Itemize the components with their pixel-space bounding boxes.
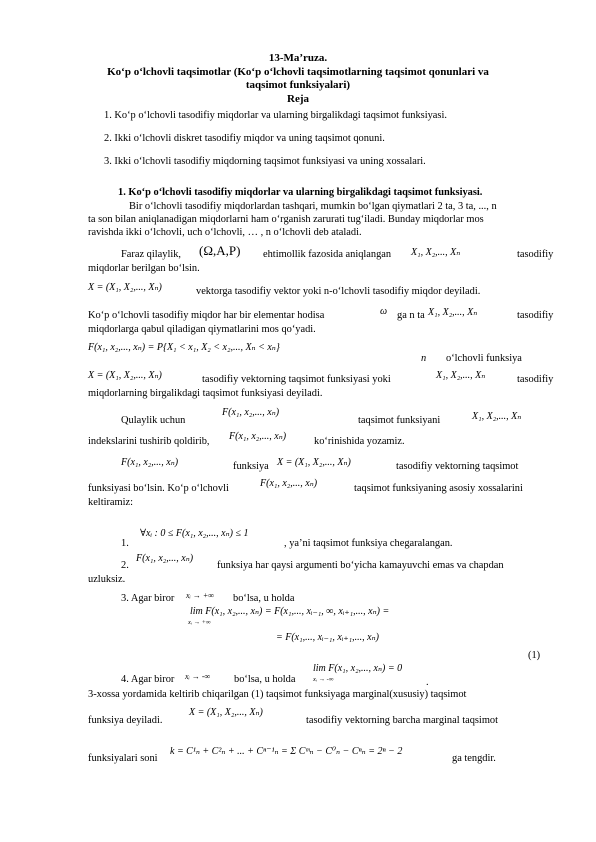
paragraph-text: Ko‘p o‘lchovli tasodifiy miqdor har bir elementar hodisa (88, 310, 325, 321)
random-vector: X = (X₁, X₂,..., Xₙ) (88, 370, 162, 381)
paragraph-text: funksiyasi bo‘lsin. Ko‘p o‘lchovli (88, 483, 229, 494)
property-number: 2. (121, 560, 129, 571)
paragraph-line: miqdorlarga qabul qiladigan qiymatlarini mos qo‘yadi. (88, 324, 316, 335)
paragraph-text: funksiya (233, 461, 269, 472)
equation-number: (1) (528, 650, 541, 661)
paragraph-text: 4. Agar biror (121, 674, 175, 685)
paragraph-text: ehtimollik fazosida aniqlangan (263, 249, 392, 260)
paragraph-text: bo‘lsa, u holda (234, 674, 296, 685)
limit-subscript: xᵢ → -∞ (313, 676, 334, 683)
elementary-event: ω (380, 306, 388, 317)
random-variables: X₁, X₂,..., Xₙ (472, 411, 522, 422)
marginal-count-formula: k = C¹ₙ + C²ₙ + ... + Cⁿ⁻¹ₙ = Σ Cᵐₙ − C⁰ₙ − Cⁿₙ = 2ⁿ − 2 (170, 746, 403, 757)
marginal-equation: = F(x₁,..., xᵢ₋₁, xᵢ₊₁,..., xₙ) (276, 632, 379, 643)
plan-heading: Reja (287, 93, 309, 105)
paragraph-line: miqdorlar berilgan bo‘lsin. (88, 263, 200, 274)
dimension-n: n (421, 353, 427, 364)
limit-subscript: xᵢ → +∞ (188, 619, 211, 626)
paragraph-line: ravishda ikki o‘lchovli, uch o‘lchovli, … , n o‘lchovli deb ataladi. (88, 227, 362, 238)
random-vector: X = (X₁, X₂,..., Xₙ) (189, 707, 263, 718)
distribution-definition: F(x₁, x₂,..., xₙ) = P{X₁ < x₁, X₂ < x₂,..., Xₙ < xₙ} (88, 342, 280, 353)
limit-equation: lim F(x₁, x₂,..., xₙ) = 0 (313, 663, 403, 674)
paragraph-text: tasodifiy (517, 374, 554, 385)
random-variables: X₁, X₂,..., Xₙ (428, 307, 478, 318)
random-variables: X₁, X₂,..., Xₙ (411, 247, 461, 258)
paragraph-text: tasodifiy (517, 310, 554, 321)
plan-item: 3. Ikki o‘lchovli tasodifiy miqdorning taqsimot funksiyasi va uning xossalari. (104, 156, 426, 167)
random-vector: X = (X₁, X₂,..., Xₙ) (277, 457, 351, 468)
paragraph-text: ga tengdir. (452, 753, 496, 764)
paragraph-text: , ya’ni taqsimot funksiya chegaralangan. (284, 538, 453, 549)
paragraph-line: 3-xossa yordamida keltirib chiqarilgan (1) taqsimot funksiyaga marginal(xususiy) taqsimot (88, 689, 467, 700)
paragraph-line: Bir o‘lchovli tasodifiy miqdorlardan tashqari, mumkin bo‘lgan qiymatlari 2 ta, 3 ta, ..., n (129, 201, 497, 212)
random-vector: X = (X₁, X₂,..., Xₙ) (88, 282, 162, 293)
paragraph-text: taqsimot funksiyaning asosiy xossalarini (354, 483, 523, 494)
punctuation: . (426, 677, 429, 688)
distribution-function: F(x₁, x₂,..., xₙ) (222, 407, 280, 418)
limit-condition: xᵢ → +∞ (186, 591, 214, 600)
paragraph-text: bo‘lsa, u holda (233, 593, 295, 604)
paragraph-text: o‘lchovli funksiya (446, 353, 522, 364)
plan-item: 2. Ikki o‘lchovli diskret tasodifiy miqdor va uning taqsimot qonuni. (104, 133, 385, 144)
distribution-function: F(x₁, x₂,..., xₙ) (121, 457, 179, 468)
paragraph-text: 3. Agar biror (121, 593, 175, 604)
paragraph-text: funksiya deyiladi. (88, 715, 163, 726)
plan-item: 1. Ko‘p o‘lchovli tasodifiy miqdorlar va ularning birgalikdagi taqsimot funksiyasi. (104, 110, 447, 121)
property-formula: ∀xᵢ : 0 ≤ F(x₁, x₂,..., xₙ) ≤ 1 (140, 528, 249, 539)
paragraph-line: keltiramiz: (88, 497, 134, 508)
limit-condition: xᵢ → -∞ (185, 672, 211, 681)
distribution-function: F(x₁, x₂,..., xₙ) (229, 431, 287, 442)
paragraph-text: ga n ta (397, 310, 425, 321)
paragraph-line: ta son bilan aniqlanadigan miqdorlarni ham o‘rganish zarurati tug‘iladi. Bunday miqdorlar mos (88, 214, 484, 225)
probability-space: (Ω,A,P) (199, 243, 241, 258)
title-line-1: Ko‘p o‘lchovli taqsimotlar (Ko‘p o‘lchovli taqsimotlarning taqsimot qonunlari va (107, 66, 489, 78)
lecture-number: 13-Ma’ruza. (268, 52, 328, 64)
paragraph-text: ko‘rinishida yozamiz. (314, 436, 405, 447)
paragraph-text: indekslarini tushirib qoldirib, (88, 436, 210, 447)
limit-equation: lim F(x₁, x₂,..., xₙ) = F(x₁,..., xᵢ₋₁, ∞, xᵢ₊₁,..., xₙ) = (190, 606, 390, 617)
property-number: 1. (121, 538, 129, 549)
paragraph-text: tasodifiy vektorning taqsimot (396, 461, 519, 472)
section-heading: 1. Ko‘p o‘lchovli tasodifiy miqdorlar va ularning birgalikdagi taqsimot funksiyasi. (118, 187, 483, 198)
paragraph-text: tasodifiy (517, 249, 554, 260)
paragraph-text: Qulaylik uchun (121, 415, 186, 426)
random-variables: X₁, X₂,..., Xₙ (436, 370, 486, 381)
paragraph-text: vektorga tasodifiy vektor yoki n-o‘lchovli tasodifiy miqdor deyiladi. (196, 286, 481, 297)
paragraph-text: funksiya har qaysi argumenti bo‘yicha kamayuvchi emas va chapdan (217, 560, 504, 571)
paragraph-text: tasodifiy vektorning barcha marginal taqsimot (306, 715, 498, 726)
paragraph-text: Faraz qilaylik, (121, 249, 182, 260)
paragraph-line: miqdorlarning birgalikdagi taqsimot funksiyasi deyiladi. (88, 388, 323, 399)
paragraph-text: funksiyalari soni (88, 753, 158, 764)
title-line-2: taqsimot funksiyalari) (245, 79, 351, 91)
paragraph-text: tasodifiy vektorning taqsimot funksiyasi yoki (202, 374, 391, 385)
paragraph-text: taqsimot funksiyani (358, 415, 441, 426)
paragraph-line: uzluksiz. (88, 574, 126, 585)
property-formula: F(x₁, x₂,..., xₙ) (136, 553, 194, 564)
distribution-function: F(x₁, x₂,..., xₙ) (260, 478, 318, 489)
